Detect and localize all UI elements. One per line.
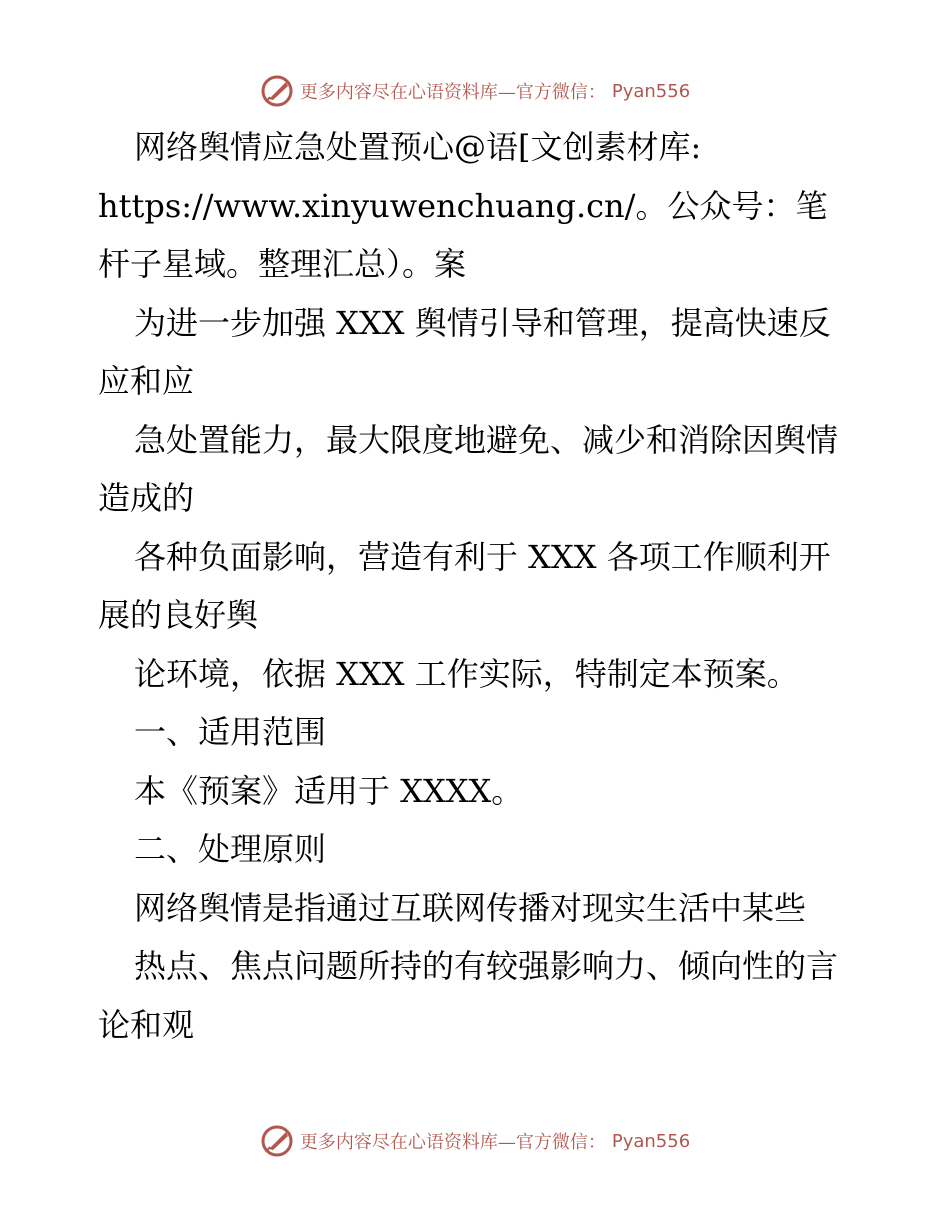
quill-logo-icon: [260, 1124, 294, 1158]
paragraph: 网络舆情是指通过互联网传播对现实生活中某些: [134, 888, 807, 927]
paragraph: 热点、焦点问题所持的有较强影响力、倾向性的言论和观: [98, 947, 839, 1044]
section-heading: 二、处理原则: [134, 830, 327, 868]
paragraph: 论环境，依据 XXX 工作实际，特制定本预案。: [134, 654, 799, 693]
wechat-id: Pyan556: [611, 1130, 691, 1152]
quill-logo-icon: [260, 74, 294, 108]
paragraph: 各种负面影响，营造有利于 XXX 各项工作顺利开展的良好舆: [98, 537, 831, 634]
footer-watermark: [0, 1124, 950, 1158]
header-watermark: [0, 74, 950, 108]
section-heading: 一、适用范围: [134, 713, 327, 751]
document-body: [98, 118, 858, 1054]
brand-text: 更多内容尽在心语资料库—官方微信：: [299, 82, 606, 103]
brand-text: 更多内容尽在心语资料库—官方微信：: [299, 1132, 606, 1153]
paragraph: 急处置能力，最大限度地避免、减少和消除因舆情造成的: [98, 420, 839, 517]
wechat-id: Pyan556: [611, 80, 691, 102]
paragraph: 本《预案》适用于 XXXX。: [134, 771, 524, 810]
paragraph: 网络舆情应急处置预心@语[文创素材库: https://www.xinyuwenchuang.cn/。公众号：笔杆子星域。整理汇总）。案: [98, 128, 828, 283]
paragraph: 为进一步加强 XXX 舆情引导和管理，提高快速反应和应: [98, 303, 831, 400]
